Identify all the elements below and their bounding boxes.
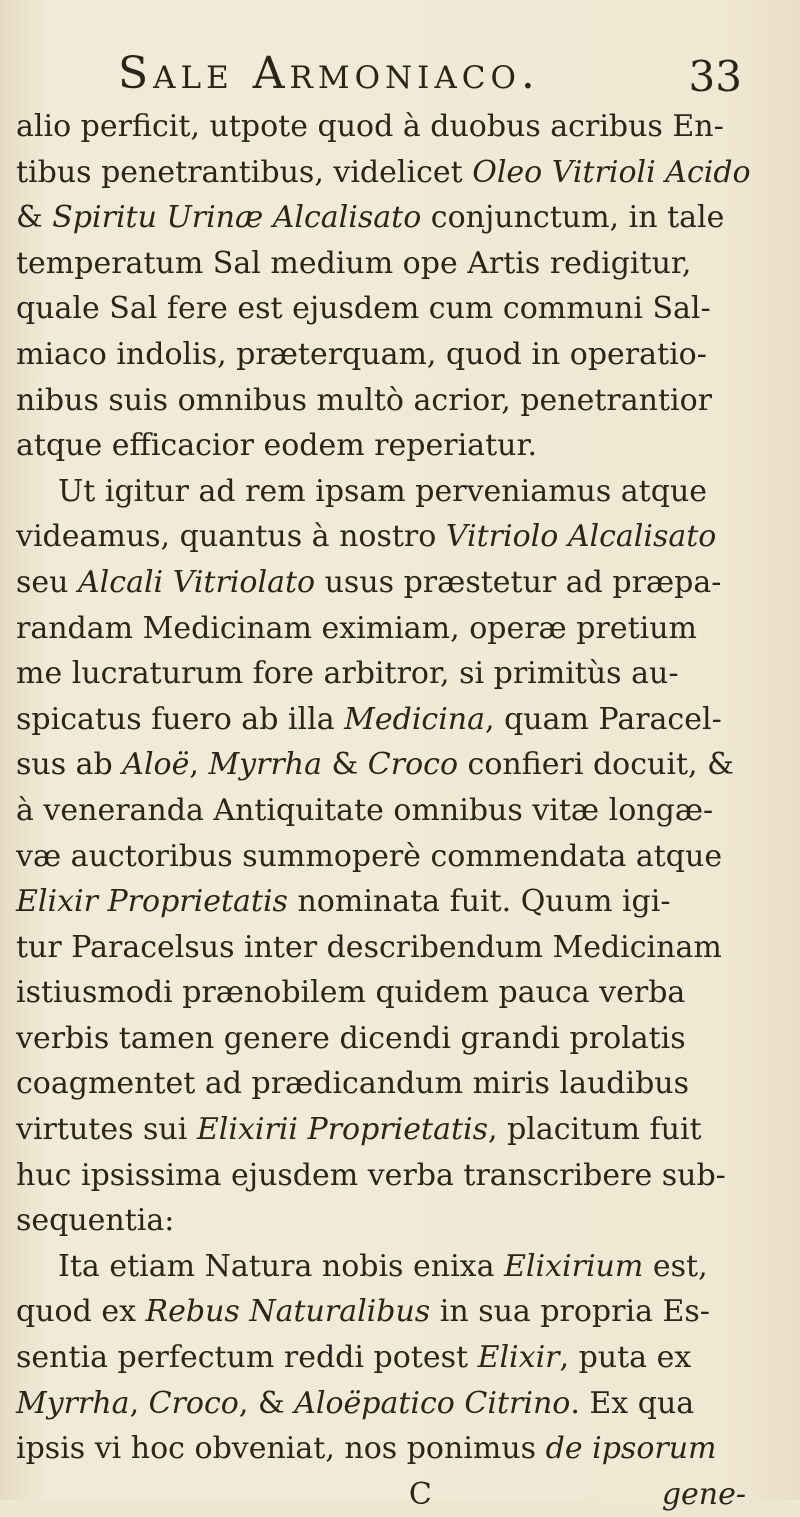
text-line xyxy=(16,1153,796,1199)
text-line xyxy=(16,1381,796,1427)
text-run: sentia perfectum reddi potest xyxy=(16,1340,478,1376)
text-run: conjunctum, in tale xyxy=(421,200,725,236)
italic-text-run: Rebus Naturalibus xyxy=(145,1294,431,1330)
text-run: tur Paracelsus inter describendum Medicinam xyxy=(16,929,722,965)
text-run: usus præstetur ad præpa- xyxy=(315,564,722,600)
text-run: , & xyxy=(238,1385,295,1421)
italic-text-run: Aloë xyxy=(122,747,190,783)
text-run: & xyxy=(322,747,368,783)
text-line xyxy=(16,1198,796,1244)
text-run: videamus, quantus à nostro xyxy=(16,519,446,555)
italic-text-run: Spiritu Urinæ Alcalisato xyxy=(52,200,422,236)
italic-text-run: Aloëpatico Citrino xyxy=(294,1385,571,1421)
text-line xyxy=(16,1107,796,1153)
text-run: me lucraturum fore arbitror, si primitùs au- xyxy=(16,656,679,692)
text-line xyxy=(16,1426,796,1472)
text-line xyxy=(16,651,796,697)
text-run: est, xyxy=(643,1248,708,1284)
text-line xyxy=(16,514,796,560)
text-run: huc ipsissima ejusdem verba transcribere sub- xyxy=(16,1157,726,1193)
text-run: atque efficacior eodem reperiatur. xyxy=(16,428,538,464)
text-line xyxy=(16,879,796,925)
text-run: à veneranda Antiquitate omnibus vitæ longæ- xyxy=(16,792,714,828)
text-line xyxy=(16,286,796,332)
text-line xyxy=(16,104,796,150)
text-run: . Ex qua xyxy=(570,1385,695,1421)
text-line xyxy=(16,925,796,971)
text-line xyxy=(16,1289,796,1335)
text-run: virtutes sui xyxy=(16,1112,197,1148)
text-line xyxy=(16,1016,796,1062)
text-line xyxy=(16,378,796,424)
text-run: alio perficit, utpote quod à duobus acribus En- xyxy=(16,109,724,144)
catchline xyxy=(16,1472,796,1517)
italic-text-run: Croco xyxy=(148,1385,239,1421)
italic-text-run: Croco xyxy=(367,747,459,783)
text-run: in sua propria Es- xyxy=(430,1294,710,1330)
text-run: , placitum fuit xyxy=(488,1112,702,1148)
text-run: verbis tamen genere dicendi grandi prolatis xyxy=(16,1020,686,1056)
text-run: nominata fuit. Quum igi- xyxy=(287,884,671,920)
text-run: Ita etiam Natura nobis enixa xyxy=(58,1248,505,1284)
italic-text-run: Vitriolo Alcalisato xyxy=(445,519,717,555)
text-run: quale Sal fere est ejusdem cum communi Sal- xyxy=(16,291,711,327)
text-run: , xyxy=(129,1385,149,1421)
page-header xyxy=(0,48,800,108)
text-run: seu xyxy=(16,564,79,600)
italic-text-run: de ipsorum xyxy=(545,1431,717,1467)
text-line xyxy=(16,697,796,743)
text-run: sus ab xyxy=(16,747,123,783)
text-line xyxy=(16,241,796,287)
text-line xyxy=(16,1335,796,1381)
text-line xyxy=(16,970,796,1016)
text-line xyxy=(16,332,796,378)
text-run: tibus penetrantibus, videlicet xyxy=(16,154,473,190)
text-run: , puta ex xyxy=(559,1340,692,1376)
catchword: gene- xyxy=(661,1476,746,1512)
page-number: 33 xyxy=(688,52,742,101)
italic-text-run: Alcali Vitriolato xyxy=(78,564,316,600)
text-run: sequentia: xyxy=(16,1203,175,1239)
text-run: istiusmodi prænobilem quidem pauca verba xyxy=(16,975,686,1011)
italic-text-run: Elixir Proprietatis xyxy=(16,884,288,920)
running-head: Sale Armoniaco. xyxy=(118,48,540,99)
text-line xyxy=(16,423,796,469)
text-line xyxy=(16,606,796,652)
italic-text-run: Oleo Vitrioli Acido xyxy=(472,154,751,190)
text-run: , xyxy=(189,747,209,783)
text-line xyxy=(16,469,796,515)
text-line xyxy=(16,834,796,880)
text-line xyxy=(16,1061,796,1107)
italic-text-run: Myrrha xyxy=(16,1385,130,1421)
italic-text-run: Medicina xyxy=(344,701,486,737)
text-run: temperatum Sal medium ope Artis redigitur, xyxy=(16,245,692,281)
text-line xyxy=(16,1244,796,1290)
text-line xyxy=(16,788,796,834)
text-run: nibus suis omnibus multò acrior, penetrantior xyxy=(16,382,713,418)
text-run: confieri docuit, & xyxy=(458,747,734,783)
text-run: Ut igitur ad rem ipsam perveniamus atque xyxy=(58,473,708,509)
text-run: randam Medicinam eximiam, operæ pretium xyxy=(16,610,698,646)
text-run: , quam Paracel- xyxy=(485,701,722,737)
body-text xyxy=(16,104,796,1517)
italic-text-run: Myrrha xyxy=(208,747,322,783)
text-run: miaco indolis, præterquam, quod in operatio- xyxy=(16,336,707,372)
text-line xyxy=(16,150,796,196)
text-line xyxy=(16,560,796,606)
text-run: spicatus fuero ab illa xyxy=(16,701,345,737)
italic-text-run: Elixirium xyxy=(504,1248,644,1284)
text-run: ipsis vi hoc obveniat, nos ponimus xyxy=(16,1431,546,1467)
text-run: & xyxy=(16,200,53,236)
text-run: væ auctoribus summoperè commendata atque xyxy=(16,838,723,874)
signature-mark: C xyxy=(408,1476,432,1512)
italic-text-run: Elixirii Proprietatis xyxy=(196,1112,488,1148)
text-run: quod ex xyxy=(16,1294,146,1330)
text-run: coagmentet ad prædicandum miris laudibus xyxy=(16,1066,689,1102)
text-line xyxy=(16,742,796,788)
italic-text-run: Elixir xyxy=(477,1340,560,1376)
text-line xyxy=(16,195,796,241)
